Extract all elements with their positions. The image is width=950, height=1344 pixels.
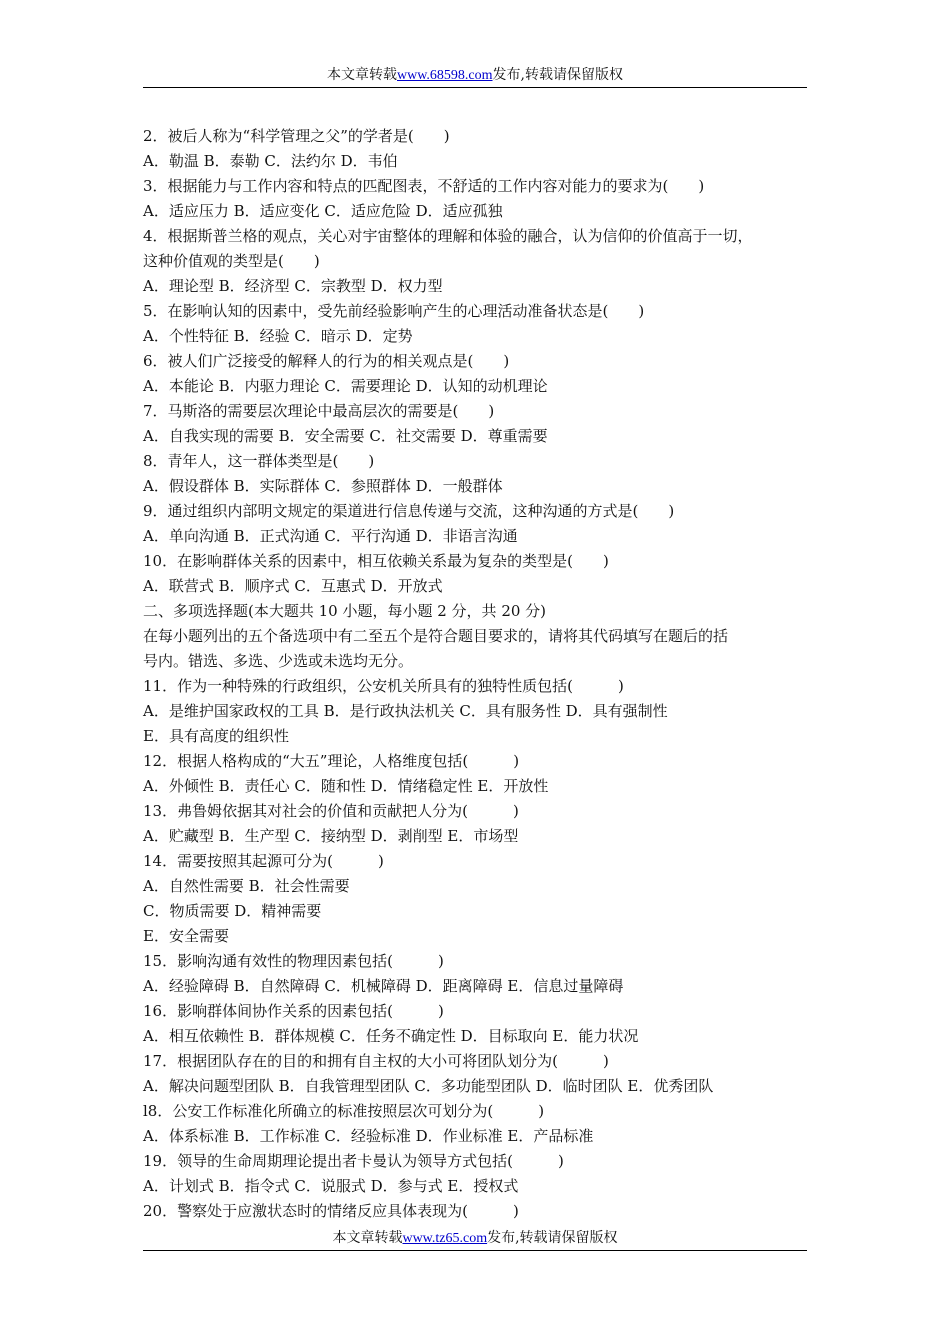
text-line: A．是维护国家政权的工具 B．是行政执法机关 C．具有服务性 D．具有强制性 <box>143 702 668 720</box>
text-line: 14．需要按照其起源可分为( ) <box>143 852 384 870</box>
page-footer <box>143 1229 807 1251</box>
text-line: A．计划式 B．指令式 C．说服式 D．参与式 E．授权式 <box>143 1177 519 1195</box>
text-line: 15．影响沟通有效性的物理因素包括( ) <box>143 952 444 970</box>
text-line: 在每小题列出的五个备选项中有二至五个是符合题目要求的，请将其代码填写在题后的括 <box>143 627 729 645</box>
text-line: 10．在影响群体关系的因素中，相互依赖关系最为复杂的类型是( ) <box>143 552 609 570</box>
text-line: A．假设群体 B．实际群体 C．参照群体 D．一般群体 <box>143 477 503 495</box>
text-line: A．联营式 B．顺序式 C．互惠式 D．开放式 <box>143 577 443 595</box>
text-line: l8．公安工作标准化所确立的标准按照层次可划分为( ) <box>143 1102 545 1120</box>
text-line: 6．被人们广泛接受的解释人的行为的相关观点是( ) <box>143 352 510 370</box>
text-line: 16．影响群体间协作关系的因素包括( ) <box>143 1002 444 1020</box>
text-line: 8．青年人，这一群体类型是( ) <box>143 452 375 470</box>
text-line: A．勒温 B．泰勒 C．法约尔 D．韦伯 <box>143 152 398 170</box>
text-line: 这种价值观的类型是( ) <box>143 252 320 270</box>
footer-prefix: 本文章转载 <box>332 1230 403 1246</box>
text-line: A．体系标准 B．工作标准 C．经验标准 D．作业标准 E．产品标准 <box>143 1127 594 1145</box>
page-header <box>143 66 807 88</box>
text-line: 20．警察处于应激状态时的情绪反应具体表现为( ) <box>143 1202 519 1220</box>
text-line: 2．被后人称为“科学管理之父”的学者是( ) <box>143 127 450 145</box>
text-line: E．安全需要 <box>143 927 229 945</box>
document-body <box>143 124 811 1224</box>
header-prefix: 本文章转载 <box>327 67 397 83</box>
footer-suffix: 发布,转载请保留版权 <box>487 1230 618 1246</box>
text-line: A．自我实现的需要 B．安全需要 C．社交需要 D．尊重需要 <box>143 427 548 445</box>
text-line: 12．根据人格构成的“大五”理论，人格维度包括( ) <box>143 752 520 770</box>
text-line: E．具有高度的组织性 <box>143 727 289 745</box>
text-line: 9．通过组织内部明文规定的渠道进行信息传递与交流，这种沟通的方式是( ) <box>143 502 675 520</box>
text-line: A．外倾性 B．责任心 C．随和性 D．情绪稳定性 E．开放性 <box>143 777 549 795</box>
text-line: 17．根据团队存在的目的和拥有自主权的大小可将团队划分为( ) <box>143 1052 609 1070</box>
text-line: A．解决问题型团队 B．自我管理型团队 C．多功能型团队 D．临时团队 E．优秀团队 <box>143 1077 714 1095</box>
text-line: 7．马斯洛的需要层次理论中最高层次的需要是( ) <box>143 402 495 420</box>
text-line: A．单向沟通 B．正式沟通 C．平行沟通 D．非语言沟通 <box>143 527 518 545</box>
text-line: 11．作为一种特殊的行政组织，公安机关所具有的独特性质包括( ) <box>143 677 624 695</box>
text-line: A．理论型 B．经济型 C．宗教型 D．权力型 <box>143 277 443 295</box>
text-line: A．经验障碍 B．自然障碍 C．机械障碍 D．距离障碍 E．信息过量障碍 <box>143 977 624 995</box>
text-line: 19．领导的生命周期理论提出者卡曼认为领导方式包括( ) <box>143 1152 564 1170</box>
text-line: A．个性特征 B．经验 C．暗示 D．定势 <box>143 327 413 345</box>
text-line: 4．根据斯普兰格的观点，关心对宇宙整体的理解和体验的融合，认为信仰的价值高于一切， <box>143 227 753 245</box>
header-suffix: 发布,转载请保留版权 <box>492 67 623 83</box>
text-line: 号内。错选、多选、少选或未选均无分。 <box>143 652 414 670</box>
text-line: 13．弗鲁姆依据其对社会的价值和贡献把人分为( ) <box>143 802 519 820</box>
text-line: A．相互依赖性 B．群体规模 C．任务不确定性 D．目标取向 E．能力状况 <box>143 1027 639 1045</box>
text-line: 3．根据能力与工作内容和特点的匹配图表，不舒适的工作内容对能力的要求为( ) <box>143 177 705 195</box>
section-heading: 二、多项选择题(本大题共 10 小题，每小题 2 分，共 20 分) <box>143 602 547 620</box>
text-line: C．物质需要 D．精神需要 <box>143 902 322 920</box>
footer-link[interactable]: www.tz65.com <box>402 1231 488 1246</box>
text-line: A．自然性需要 B．社会性需要 <box>143 877 350 895</box>
text-line: A．贮藏型 B．生产型 C．接纳型 D．剥削型 E．市场型 <box>143 827 519 845</box>
text-line: A．本能论 B．内驱力理论 C．需要理论 D．认知的动机理论 <box>143 377 548 395</box>
text-line: A．适应压力 B．适应变化 C．适应危险 D．适应孤独 <box>143 202 503 220</box>
text-line: 5．在影响认知的因素中，受先前经验影响产生的心理活动准备状态是( ) <box>143 302 645 320</box>
header-link[interactable]: www.68598.com <box>397 68 493 83</box>
